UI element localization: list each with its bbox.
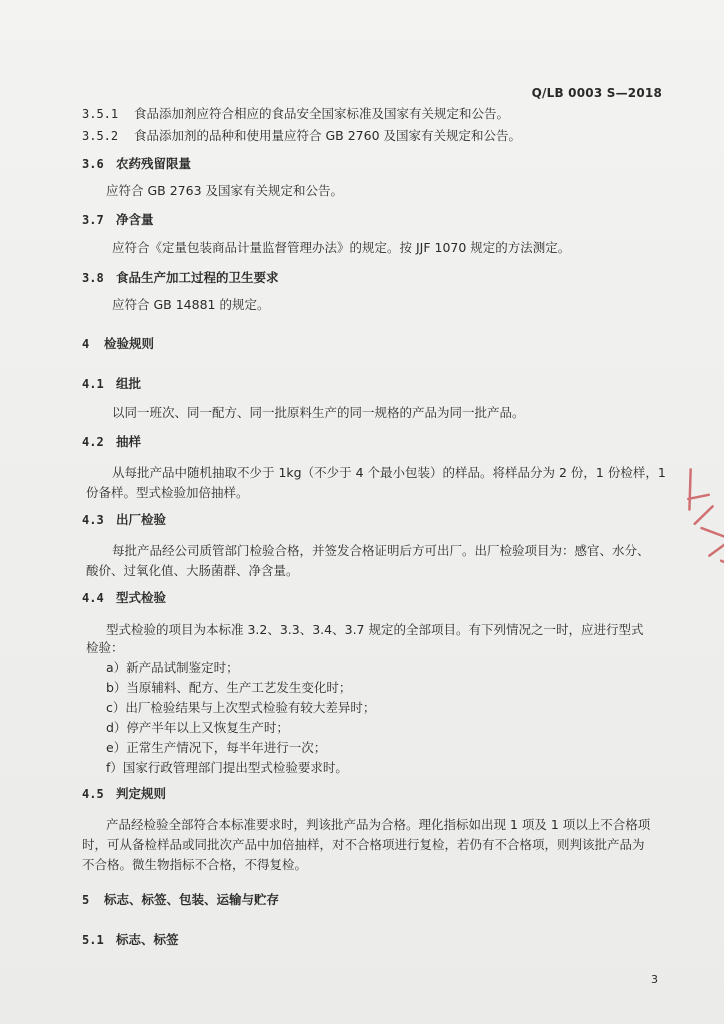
chapter-number: 5 xyxy=(82,893,90,907)
list-item-b: b）当原辅料、配方、生产工艺发生变化时； xyxy=(106,680,352,695)
chapter-title: 标志、标签、包装、运输与贮存 xyxy=(104,892,280,907)
section-title: 农药残留限量 xyxy=(116,156,192,171)
section-title: 型式检验 xyxy=(116,590,167,605)
section-heading-3-7 xyxy=(82,210,154,228)
section-number: 3.7 xyxy=(82,213,104,227)
list-item-f: f）国家行政管理部门提出型式检验要求时。 xyxy=(106,760,348,775)
paragraph: 应符合 GB 2763 及国家有关规定和公告。 xyxy=(106,183,343,198)
paragraph-line: 酸价、过氧化值、大肠菌群、净含量。 xyxy=(86,563,299,578)
section-number: 3.6 xyxy=(82,157,104,171)
chapter-heading-4 xyxy=(82,334,154,352)
list-item-d: d）停产半年以上又恢复生产时； xyxy=(106,720,289,735)
paragraph-line: 时，可从备检样品或同批次产品中加倍抽样，对不合格项进行复检，若仍有不合格项，则判该批产品为 xyxy=(82,837,645,852)
paragraph-line: 型式检验的项目为本标准 3.2、3.3、3.4、3.7 规定的全部项目。有下列情况之一时，应进行型式 xyxy=(106,622,644,637)
section-title: 食品生产加工过程的卫生要求 xyxy=(116,270,279,285)
paragraph-line: 每批产品经公司质管部门检验合格，并签发合格证明后方可出厂。出厂检验项目为：感官、水分、 xyxy=(112,543,650,558)
section-heading-3-8 xyxy=(82,268,279,286)
paragraph-line: 份备样。型式检验加倍抽样。 xyxy=(86,485,249,500)
clause-3-5-2 xyxy=(82,126,521,144)
list-item-e: e）正常生产情况下，每半年进行一次； xyxy=(106,740,327,755)
section-title: 出厂检验 xyxy=(116,512,167,527)
paragraph-line: 检验： xyxy=(86,640,124,655)
clause-text: 食品添加剂应符合相应的食品安全国家标准及国家有关规定和公告。 xyxy=(134,106,510,121)
section-heading-4-5 xyxy=(82,784,166,802)
section-number: 4.3 xyxy=(82,513,104,527)
paragraph-line: 产品经检验全部符合本标准要求时，判该批产品为合格。理化指标如出现 1 项及 1 项以上不合格项 xyxy=(106,817,651,832)
section-title: 净含量 xyxy=(116,212,154,227)
red-stamp-fragment xyxy=(662,460,724,594)
section-heading-4-3 xyxy=(82,510,166,528)
chapter-number: 4 xyxy=(82,337,90,351)
paragraph: 应符合《定量包装商品计量监督管理办法》的规定。按 JJF 1070 规定的方法测定。 xyxy=(112,240,571,255)
section-number: 4.2 xyxy=(82,435,104,449)
clause-text: 食品添加剂的品种和使用量应符合 GB 2760 及国家有关规定和公告。 xyxy=(134,128,521,143)
chapter-heading-5 xyxy=(82,890,279,908)
section-title: 组批 xyxy=(116,376,142,391)
paragraph-line: 从每批产品中随机抽取不少于 1kg（不少于 4 个最小包装）的样品。将样品分为 2 份，1 份检样，1 xyxy=(112,465,666,480)
section-heading-5-1 xyxy=(82,930,179,948)
section-number: 4.4 xyxy=(82,591,104,605)
page-number: 3 xyxy=(651,973,658,986)
list-item-c: c）出厂检验结果与上次型式检验有较大差异时； xyxy=(106,700,376,715)
section-title: 抽样 xyxy=(116,434,142,449)
paragraph-line: 不合格。微生物指标不合格，不得复检。 xyxy=(82,857,308,872)
section-heading-4-1 xyxy=(82,374,141,392)
section-heading-4-4 xyxy=(82,588,166,606)
paragraph: 以同一班次、同一配方、同一批原料生产的同一规格的产品为同一批产品。 xyxy=(112,405,525,420)
section-number: 5.1 xyxy=(82,933,104,947)
list-item-a: a）新产品试制鉴定时； xyxy=(106,660,239,675)
section-heading-4-2 xyxy=(82,432,141,450)
clause-number: 3.5.2 xyxy=(82,129,119,143)
clause-3-5-1 xyxy=(82,104,509,122)
document-id: Q/LB 0003 S—2018 xyxy=(531,86,662,100)
section-number: 4.1 xyxy=(82,377,104,391)
section-heading-3-6 xyxy=(82,154,191,172)
section-title: 标志、标签 xyxy=(116,932,179,947)
chapter-title: 检验规则 xyxy=(104,336,155,351)
section-title: 判定规则 xyxy=(116,786,167,801)
clause-number: 3.5.1 xyxy=(82,107,119,121)
section-number: 3.8 xyxy=(82,271,104,285)
paragraph: 应符合 GB 14881 的规定。 xyxy=(112,297,270,312)
section-number: 4.5 xyxy=(82,787,104,801)
